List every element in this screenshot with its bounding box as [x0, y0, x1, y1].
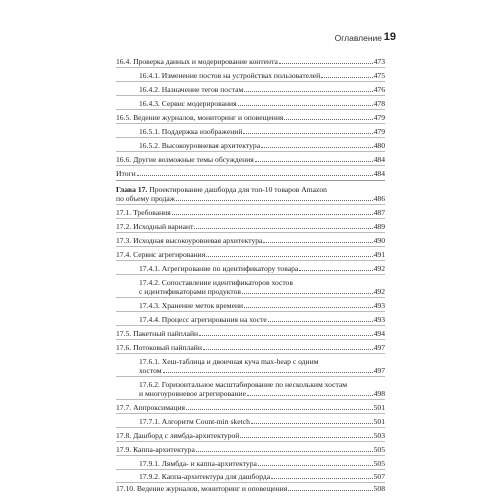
- separator-line: [116, 151, 385, 152]
- toc-entry-title-continued: по объему продаж: [116, 194, 175, 203]
- separator-line: [116, 232, 385, 233]
- leader-dots: [137, 174, 373, 176]
- toc-entry-title: 16.5. Ведение журналов, мониторинг и оповещения: [116, 113, 284, 122]
- separator-line: [116, 455, 385, 456]
- toc-entry-title-continued: с идентификаторами продуктов: [139, 287, 241, 296]
- toc-entry-page: 484: [373, 155, 385, 164]
- toc-entry-page: 508: [373, 484, 385, 493]
- toc-entry-page: 478: [373, 99, 385, 108]
- toc-entry-title: 17.4. Сервис агрегирования: [116, 250, 206, 259]
- separator-line: [116, 204, 385, 205]
- toc-entry: [116, 57, 385, 66]
- separator-line: [116, 427, 385, 428]
- separator-line: [116, 399, 385, 400]
- separator-line: [116, 274, 385, 275]
- leader-dots: [268, 320, 373, 322]
- toc-entry-title: 17.9.2. Каппа-архитектура для дашборда: [139, 472, 271, 481]
- toc-entry: [116, 403, 385, 412]
- leader-dots: [172, 213, 373, 215]
- toc-entry: [139, 315, 385, 324]
- toc-entry: [116, 250, 385, 259]
- toc-entry-title-continued: хостом: [139, 366, 162, 375]
- leader-dots: [238, 104, 373, 106]
- separator-line: [116, 339, 385, 340]
- separator-line: [116, 109, 385, 110]
- toc-entry-page: 484: [373, 169, 385, 178]
- toc-entry-page: 492: [373, 264, 385, 273]
- toc-entry-title: 16.6. Другие возможные темы обсуждения: [116, 155, 254, 164]
- separator-line: [116, 67, 385, 68]
- chapter-title: Проектирование дашборда для топ-10 товаров Amazon: [147, 185, 327, 194]
- toc-entry: [116, 329, 385, 338]
- leader-dots: [243, 132, 372, 134]
- leader-dots: [288, 489, 372, 491]
- toc-entry: [139, 389, 385, 398]
- separator-line: [116, 218, 385, 219]
- leader-dots: [242, 292, 373, 294]
- chapter-separator: [116, 180, 385, 181]
- toc-entry-title: 16.4.1. Изменение постов на устройствах пользователей: [139, 71, 321, 80]
- toc-entry: [139, 127, 385, 136]
- toc-entry-title: 17.4.4. Процесс агрегирования на хосте: [139, 315, 267, 324]
- separator-line: [116, 325, 385, 326]
- toc-entry-title: 17.1. Требования: [116, 208, 171, 217]
- separator-line: [116, 81, 385, 82]
- toc-entry-page: 490: [373, 236, 385, 245]
- toc-entry-page: 507: [373, 472, 385, 481]
- leader-dots: [176, 199, 373, 201]
- toc-entry-page: 476: [373, 85, 385, 94]
- toc-entry-page: 487: [373, 208, 385, 217]
- leader-dots: [203, 348, 373, 350]
- toc-entry-page: 497: [373, 366, 385, 375]
- toc-entry-page: 493: [373, 301, 385, 310]
- toc-entry: [139, 287, 385, 296]
- toc-entry-title: 17.6.1. Хеш-таблица и двоичная куча max-heap с одним: [139, 357, 319, 366]
- separator-line: [116, 165, 385, 166]
- toc-entry-title: 16.5.1. Поддержка изображений: [139, 127, 243, 136]
- leader-dots: [199, 334, 373, 336]
- toc-entry-title: 17.10. Ведение журналов, мониторинг и оповещения: [116, 484, 288, 493]
- toc-entry-page: 505: [373, 445, 385, 454]
- toc-entry-title: 16.4. Проверка данных и модерирование контента: [116, 57, 278, 66]
- toc-entry: [116, 445, 385, 454]
- toc-entry-page: 480: [373, 141, 385, 150]
- toc-entry-title: 17.4.3. Хранение меток времени: [139, 301, 244, 310]
- toc-entry-page: 491: [373, 250, 385, 259]
- leader-dots: [244, 306, 373, 308]
- toc-entry: [116, 431, 385, 440]
- toc-entry-page: 501: [373, 403, 385, 412]
- toc-entry-page: 473: [373, 57, 385, 66]
- toc-entry: [139, 366, 385, 375]
- toc-entry: [116, 194, 385, 203]
- toc-entry-page: 505: [373, 459, 385, 468]
- leader-dots: [284, 118, 372, 120]
- toc-entry-title: 17.6. Потоковый пайплайн: [116, 343, 202, 352]
- toc-entry: [139, 472, 385, 481]
- separator-line: [116, 123, 385, 124]
- toc-entry-page: 475: [373, 71, 385, 80]
- toc-entry: [116, 169, 385, 178]
- toc-entry: [116, 155, 385, 164]
- separator-line: [116, 441, 385, 442]
- toc-entry-page: 501: [373, 417, 385, 426]
- toc-entry-title: 17.9.1. Лямбда- и каппа-архитектура: [139, 459, 257, 468]
- leader-dots: [251, 422, 373, 424]
- separator-line: [116, 482, 385, 483]
- toc-entry-page: 479: [373, 127, 385, 136]
- separator-line: [116, 311, 385, 312]
- leader-dots: [321, 76, 372, 78]
- separator-line: [116, 376, 385, 377]
- leader-dots: [194, 227, 372, 229]
- toc-entry: [116, 222, 385, 231]
- toc-entry: [139, 301, 385, 310]
- toc-entry-page: 489: [373, 222, 385, 231]
- toc-entry-title: 16.5.2. Высокоуровневая архитектура: [139, 141, 261, 150]
- toc-entry: [139, 71, 385, 80]
- separator-line: [116, 297, 385, 298]
- leader-dots: [196, 450, 373, 452]
- leader-dots: [244, 90, 372, 92]
- toc-entry-page: 493: [373, 315, 385, 324]
- toc-entry-page: 486: [373, 194, 385, 203]
- leader-dots: [271, 477, 372, 479]
- running-head: Оглавление: [334, 33, 382, 43]
- toc-entry: [139, 459, 385, 468]
- toc-entry: [116, 208, 385, 217]
- toc-entry-title: 17.5. Пакетный пайплайн: [116, 329, 199, 338]
- toc-entry-title: 17.8. Дашборд с лямбда-архитектурой: [116, 431, 240, 440]
- leader-dots: [258, 464, 373, 466]
- leader-dots: [186, 408, 373, 410]
- toc-entry: [116, 113, 385, 122]
- leader-dots: [299, 269, 372, 271]
- leader-dots: [263, 241, 372, 243]
- toc-entry-title: 17.4.2. Сопоставление идентификаторов хостов: [139, 278, 293, 287]
- separator-line: [116, 246, 385, 247]
- toc-entry-page: 503: [373, 431, 385, 440]
- toc-entry-page: 497: [373, 343, 385, 352]
- toc-entry-title: 17.4.1. Агрегирование по идентификатору товара: [139, 264, 299, 273]
- toc-entry-title: 17.6.2. Горизонтальное масштабирование по нескольким хостам: [139, 380, 348, 389]
- toc-entry-title: 17.7.1. Алгоритм Count-min sketch: [139, 417, 250, 426]
- separator-line: [116, 469, 385, 470]
- leader-dots: [240, 436, 372, 438]
- toc-entry-page: 492: [373, 287, 385, 296]
- toc-entry: [139, 141, 385, 150]
- leader-dots: [261, 146, 373, 148]
- toc-entry: [116, 236, 385, 245]
- toc-entry-title: 16.4.2. Назначение тегов постам: [139, 85, 244, 94]
- toc-entry-title: 17.2. Исходный вариант: [116, 222, 194, 231]
- separator-line: [116, 95, 385, 96]
- toc-entry-title: 16.4.3. Сервис модерирования: [139, 99, 237, 108]
- toc-entry-title: 17.9. Каппа-архитектура: [116, 445, 195, 454]
- toc-entry: [139, 264, 385, 273]
- leader-dots: [206, 255, 372, 257]
- chapter-heading: [116, 185, 327, 194]
- toc-entry: [116, 484, 385, 493]
- leader-dots: [247, 394, 373, 396]
- toc-entry-page: 479: [373, 113, 385, 122]
- separator-line: [116, 137, 385, 138]
- leader-dots: [279, 62, 373, 64]
- toc-entry-title: Итоги: [116, 169, 136, 178]
- leader-dots: [255, 160, 373, 162]
- separator-line: [116, 353, 385, 354]
- toc-entry-page: 498: [373, 389, 385, 398]
- toc-entry: [139, 417, 385, 426]
- toc-entry-title: 17.3. Исходная высокоуровневая архитектура: [116, 236, 263, 245]
- toc-entry-title: 17.7. Аппроксимация: [116, 403, 185, 412]
- leader-dots: [163, 371, 373, 373]
- toc-entry: [139, 99, 385, 108]
- page-number: 19: [383, 31, 396, 43]
- separator-line: [116, 413, 385, 414]
- toc-entry-page: 494: [373, 329, 385, 338]
- chapter-label: Глава 17.: [116, 185, 148, 194]
- toc-entry-title-continued: и многоуровневое агрегирование: [139, 389, 246, 398]
- toc-entry: [116, 343, 385, 352]
- separator-line: [116, 260, 385, 261]
- toc-entry: [139, 85, 385, 94]
